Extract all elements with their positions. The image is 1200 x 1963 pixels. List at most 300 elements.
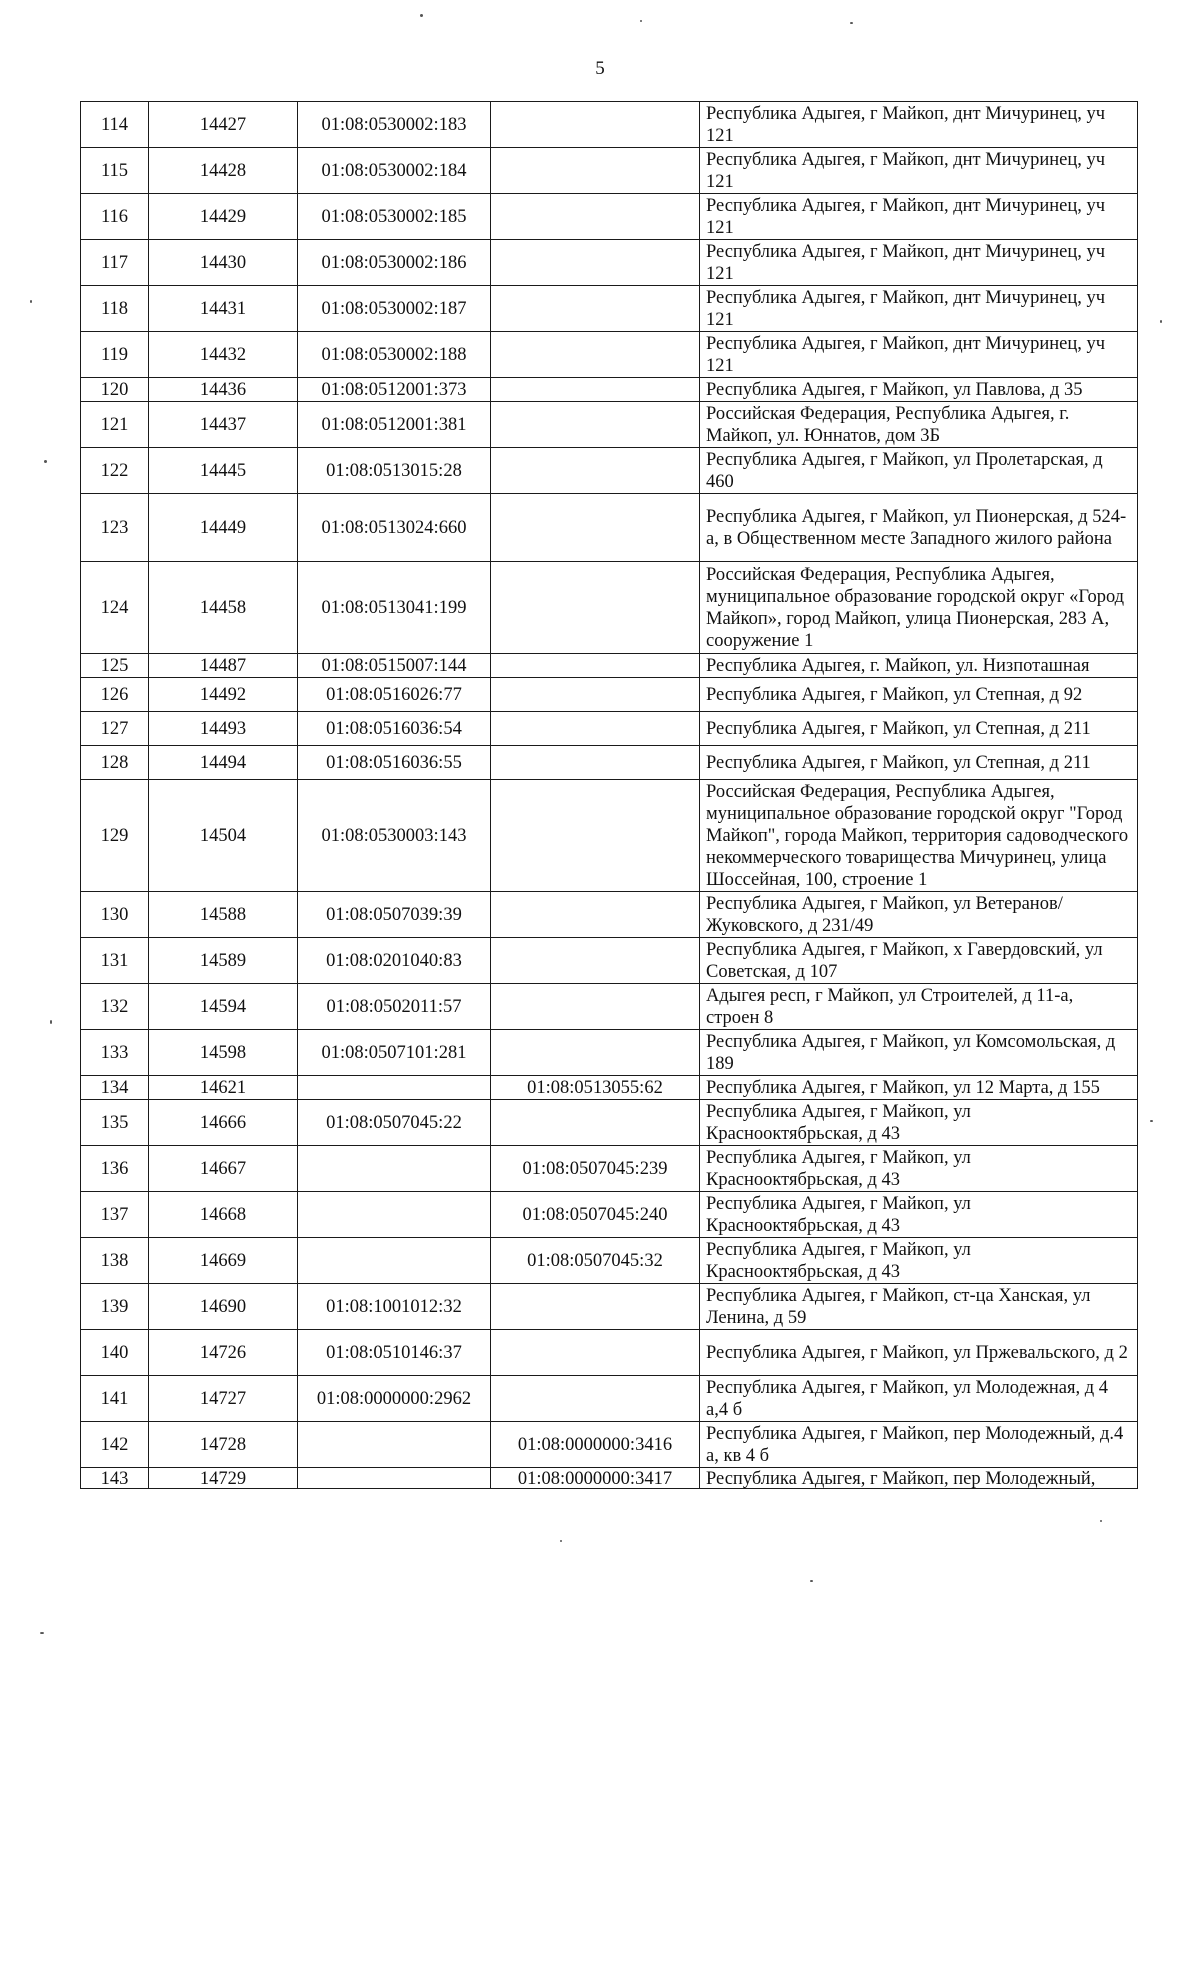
address-cell <box>700 892 1138 938</box>
registry-number-cell <box>149 562 298 654</box>
row-number: 132 <box>100 996 129 1017</box>
cadastral-number: 01:08:0515007:144 <box>321 655 467 676</box>
row-number-cell <box>81 1146 149 1192</box>
cadastral-number-cell <box>298 984 491 1030</box>
cadastral-number-cell <box>298 240 491 286</box>
cadastral-number: 01:08:0513015:28 <box>326 460 462 481</box>
cadastral-number-cell <box>298 1376 491 1422</box>
address-cell <box>700 1146 1138 1192</box>
registry-number: 14588 <box>199 904 247 925</box>
cadastral-number-cell <box>298 1468 491 1489</box>
cadastral-number-alt-cell <box>491 102 700 148</box>
registry-number-cell <box>149 1100 298 1146</box>
cadastral-number-cell <box>298 1284 491 1330</box>
cadastral-number-alt-cell <box>491 1100 700 1146</box>
cadastral-number-cell <box>298 1076 491 1100</box>
row-number-cell <box>81 1284 149 1330</box>
registry-number-cell <box>149 332 298 378</box>
registry-number: 14598 <box>199 1042 247 1063</box>
cadastral-number-alt-cell <box>491 654 700 678</box>
registry-number: 14669 <box>199 1250 247 1271</box>
cadastral-number-alt-cell <box>491 938 700 984</box>
table-row <box>81 148 1138 194</box>
address: Республика Адыгея, г Майкоп, ул Степная, д 92 <box>706 684 1083 705</box>
table-row <box>81 1284 1138 1330</box>
row-number: 123 <box>100 517 129 538</box>
cadastral-number-cell <box>298 938 491 984</box>
row-number-cell <box>81 780 149 892</box>
cadastral-number-alt-cell <box>491 494 700 562</box>
scan-speck <box>560 1540 562 1542</box>
address: Республика Адыгея, г Майкоп, днт Мичуринец, уч 121 <box>706 149 1106 192</box>
row-number-cell <box>81 148 149 194</box>
row-number-cell <box>81 984 149 1030</box>
address-cell <box>700 148 1138 194</box>
cadastral-number-alt-cell <box>491 1238 700 1284</box>
address: Российская Федерация, Республика Адыгея, муниципальное образование городской округ "Город Майкоп", города Майкоп, территория садоводческого некоммерческого товарищества Мичуринец, улица Шоссейная, 100, строение 1 <box>706 781 1129 890</box>
row-number-cell <box>81 1238 149 1284</box>
cadastral-number-alt: 01:08:0507045:32 <box>527 1250 663 1271</box>
address-cell <box>700 562 1138 654</box>
cadastral-number-alt: 01:08:0000000:3416 <box>517 1434 673 1455</box>
cadastral-number: 01:08:0513024:660 <box>321 517 467 538</box>
cadastral-number: 01:08:0510146:37 <box>326 1342 462 1363</box>
table-row <box>81 494 1138 562</box>
cadastral-number-cell <box>298 494 491 562</box>
address: Адыгея респ, г Майкоп, ул Строителей, д 11-а, строен 8 <box>706 985 1074 1028</box>
registry-number: 14429 <box>199 206 247 227</box>
address: Республика Адыгея, г Майкоп, ул Краснооктябрьская, д 43 <box>706 1147 971 1190</box>
address: Республика Адыгея, г Майкоп, ул Краснооктябрьская, д 43 <box>706 1193 971 1236</box>
row-number: 134 <box>100 1077 129 1098</box>
cadastral-number-alt: 01:08:0507045:240 <box>522 1204 668 1225</box>
address: Республика Адыгея, г Майкоп, пер Молодежный, д.4 а, кв 4 б <box>706 1423 1124 1466</box>
row-number-cell <box>81 448 149 494</box>
property-table <box>80 101 1138 1489</box>
row-number-cell <box>81 678 149 712</box>
table-row <box>81 1146 1138 1192</box>
cadastral-number: 01:08:0512001:381 <box>321 414 467 435</box>
row-number-cell <box>81 402 149 448</box>
row-number: 129 <box>100 825 129 846</box>
address: Республика Адыгея, г Майкоп, ул Пролетарская, д 460 <box>706 449 1103 492</box>
address-cell <box>700 984 1138 1030</box>
table-row <box>81 938 1138 984</box>
address-cell <box>700 1468 1138 1489</box>
registry-number-cell <box>149 1422 298 1468</box>
row-number-cell <box>81 286 149 332</box>
address: Республика Адыгея, г Майкоп, ул Пионерская, д 524-а, в Общественном месте Западного жилого района <box>706 506 1127 549</box>
cadastral-number-alt-cell <box>491 1076 700 1100</box>
address: Российская Федерация, Республика Адыгея, муниципальное образование городской округ «Город Майкоп», город Майкоп, улица Пионерская, 283 А, сооружение 1 <box>706 564 1125 651</box>
address-cell <box>700 1422 1138 1468</box>
row-number-cell <box>81 1330 149 1376</box>
cadastral-number-alt-cell <box>491 678 700 712</box>
registry-number-cell <box>149 194 298 240</box>
cadastral-number: 01:08:0000000:2962 <box>316 1388 472 1409</box>
cadastral-number-alt-cell <box>491 746 700 780</box>
cadastral-number: 01:08:0530002:183 <box>321 114 467 135</box>
row-number-cell <box>81 892 149 938</box>
address: Республика Адыгея, г Майкоп, днт Мичуринец, уч 121 <box>706 195 1106 238</box>
table-row <box>81 1422 1138 1468</box>
cadastral-number-alt-cell <box>491 378 700 402</box>
cadastral-number: 01:08:0530002:185 <box>321 206 467 227</box>
registry-number: 14589 <box>199 950 247 971</box>
cadastral-number: 01:08:0516026:77 <box>326 684 462 705</box>
address-cell <box>700 1376 1138 1422</box>
cadastral-number: 01:08:0516036:55 <box>326 752 462 773</box>
registry-number: 14504 <box>199 825 247 846</box>
scan-speck <box>420 14 423 17</box>
address: Республика Адыгея, г Майкоп, ул Молодежная, д 4 а,4 б <box>706 1377 1109 1420</box>
registry-number-cell <box>149 102 298 148</box>
cadastral-number: 01:08:0530002:187 <box>321 298 467 319</box>
row-number-cell <box>81 240 149 286</box>
scan-speck <box>1150 1120 1153 1122</box>
cadastral-number: 01:08:0507039:39 <box>326 904 462 925</box>
cadastral-number-alt-cell <box>491 1030 700 1076</box>
address-cell <box>700 1330 1138 1376</box>
table-row <box>81 654 1138 678</box>
registry-number-cell <box>149 1468 298 1489</box>
row-number: 136 <box>100 1158 129 1179</box>
address: Республика Адыгея, г Майкоп, ул Пржевальского, д 2 <box>706 1342 1128 1363</box>
row-number-cell <box>81 1030 149 1076</box>
registry-number-cell <box>149 402 298 448</box>
row-number: 140 <box>100 1342 129 1363</box>
cadastral-number-alt-cell <box>491 1284 700 1330</box>
cadastral-number-cell <box>298 286 491 332</box>
cadastral-number-cell <box>298 448 491 494</box>
table-row <box>81 448 1138 494</box>
scan-speck <box>30 300 32 303</box>
cadastral-number-cell <box>298 678 491 712</box>
address: Республика Адыгея, г Майкоп, ст-ца Ханская, ул Ленина, д 59 <box>706 1285 1091 1328</box>
registry-number: 14427 <box>199 114 247 135</box>
registry-number-cell <box>149 286 298 332</box>
registry-number-cell <box>149 746 298 780</box>
table-row <box>81 1468 1138 1489</box>
table-row <box>81 1192 1138 1238</box>
cadastral-number-alt-cell <box>491 1376 700 1422</box>
cadastral-number-cell <box>298 378 491 402</box>
address: Республика Адыгея, г Майкоп, ул 12 Марта, д 155 <box>706 1077 1100 1098</box>
cadastral-number: 01:08:0507101:281 <box>321 1042 467 1063</box>
registry-number-cell <box>149 938 298 984</box>
address-cell <box>700 102 1138 148</box>
address-cell <box>700 240 1138 286</box>
row-number-cell <box>81 102 149 148</box>
cadastral-number-alt: 01:08:0000000:3417 <box>517 1469 673 1488</box>
address: Республика Адыгея, г Майкоп, ул Павлова, д 35 <box>706 379 1083 400</box>
row-number-cell <box>81 746 149 780</box>
address: Республика Адыгея, г Майкоп, ул Комсомольская, д 189 <box>706 1031 1116 1074</box>
table-row <box>81 1030 1138 1076</box>
row-number-cell <box>81 1376 149 1422</box>
address: Республика Адыгея, г Майкоп, пер Молодежный, <box>706 1469 1096 1488</box>
registry-number: 14436 <box>199 379 247 400</box>
registry-number: 14437 <box>199 414 247 435</box>
table-row <box>81 1238 1138 1284</box>
address: Республика Адыгея, г. Майкоп, ул. Низпоташная <box>706 655 1090 676</box>
row-number: 120 <box>100 379 129 400</box>
registry-number: 14727 <box>199 1388 247 1409</box>
cadastral-number-alt-cell <box>491 984 700 1030</box>
cadastral-number: 01:08:0530003:143 <box>321 825 467 846</box>
row-number-cell <box>81 654 149 678</box>
cadastral-number-alt-cell <box>491 286 700 332</box>
cadastral-number-cell <box>298 780 491 892</box>
registry-number-cell <box>149 240 298 286</box>
table-row <box>81 402 1138 448</box>
row-number: 115 <box>100 160 129 181</box>
registry-number-cell <box>149 1146 298 1192</box>
row-number: 138 <box>100 1250 129 1271</box>
registry-number: 14690 <box>199 1296 247 1317</box>
registry-number: 14621 <box>199 1077 247 1098</box>
scan-speck <box>1160 320 1162 323</box>
scan-speck <box>640 20 642 22</box>
registry-number: 14668 <box>199 1204 247 1225</box>
cadastral-number-cell <box>298 1100 491 1146</box>
cadastral-number-cell <box>298 1146 491 1192</box>
registry-number-cell <box>149 448 298 494</box>
address-cell <box>700 1100 1138 1146</box>
row-number-cell <box>81 1076 149 1100</box>
table-row <box>81 562 1138 654</box>
scan-speck <box>1100 1520 1102 1522</box>
row-number-cell <box>81 1100 149 1146</box>
cadastral-number-cell <box>298 1330 491 1376</box>
registry-number-cell <box>149 1076 298 1100</box>
registry-number: 14431 <box>199 298 247 319</box>
cadastral-number-cell <box>298 746 491 780</box>
registry-number: 14666 <box>199 1112 247 1133</box>
registry-number-cell <box>149 1284 298 1330</box>
row-number-cell <box>81 332 149 378</box>
registry-number: 14432 <box>199 344 247 365</box>
row-number: 137 <box>100 1204 129 1225</box>
registry-number-cell <box>149 1238 298 1284</box>
registry-number: 14493 <box>199 718 247 739</box>
row-number: 142 <box>100 1434 129 1455</box>
row-number: 121 <box>100 414 129 435</box>
registry-number-cell <box>149 378 298 402</box>
cadastral-number-alt-cell <box>491 712 700 746</box>
table-row <box>81 892 1138 938</box>
cadastral-number: 01:08:0513041:199 <box>321 597 467 618</box>
address-cell <box>700 712 1138 746</box>
table-row <box>81 286 1138 332</box>
registry-number: 14458 <box>199 597 247 618</box>
row-number-cell <box>81 1468 149 1489</box>
address: Республика Адыгея, г Майкоп, ул Краснооктябрьская, д 43 <box>706 1101 971 1144</box>
row-number-cell <box>81 712 149 746</box>
page-number: 5 <box>595 58 605 79</box>
address-cell <box>700 678 1138 712</box>
cadastral-number-cell <box>298 562 491 654</box>
registry-number: 14487 <box>199 655 247 676</box>
cadastral-number-alt-cell <box>491 1468 700 1489</box>
cadastral-number-cell <box>298 1422 491 1468</box>
cadastral-number: 01:08:0516036:54 <box>326 718 462 739</box>
cadastral-number-alt-cell <box>491 780 700 892</box>
registry-number: 14594 <box>199 996 247 1017</box>
row-number-cell <box>81 378 149 402</box>
row-number: 127 <box>100 718 129 739</box>
table-row <box>81 746 1138 780</box>
cadastral-number-cell <box>298 402 491 448</box>
table-row <box>81 780 1138 892</box>
cadastral-number <box>304 1468 484 1488</box>
address-cell <box>700 654 1138 678</box>
table-row <box>81 194 1138 240</box>
address-cell <box>700 1076 1138 1100</box>
registry-number-cell <box>149 148 298 194</box>
row-number: 124 <box>100 597 129 618</box>
cadastral-number-alt-cell <box>491 332 700 378</box>
row-number: 125 <box>100 655 129 676</box>
row-number: 131 <box>100 950 129 971</box>
cadastral-number-cell <box>298 1030 491 1076</box>
address: Республика Адыгея, г Майкоп, ул Степная, д 211 <box>706 718 1091 739</box>
cadastral-number-cell <box>298 654 491 678</box>
cadastral-number-alt-cell <box>491 1192 700 1238</box>
address: Республика Адыгея, г Майкоп, ул Краснооктябрьская, д 43 <box>706 1239 971 1282</box>
row-number: 135 <box>100 1112 129 1133</box>
registry-number-cell <box>149 712 298 746</box>
row-number-cell <box>81 562 149 654</box>
cadastral-number-alt: 01:08:0513055:62 <box>527 1077 663 1098</box>
registry-number-cell <box>149 892 298 938</box>
cadastral-number: 01:08:0201040:83 <box>326 950 462 971</box>
address: Республика Адыгея, г Майкоп, днт Мичуринец, уч 121 <box>706 333 1106 376</box>
registry-number-cell <box>149 494 298 562</box>
cadastral-number: 01:08:0502011:57 <box>326 996 462 1017</box>
address-cell <box>700 938 1138 984</box>
registry-number: 14726 <box>199 1342 247 1363</box>
registry-number-cell <box>149 678 298 712</box>
row-number: 114 <box>100 114 129 135</box>
cadastral-number-cell <box>298 712 491 746</box>
registry-number-cell <box>149 1030 298 1076</box>
registry-number-cell <box>149 1192 298 1238</box>
cadastral-number-alt-cell <box>491 194 700 240</box>
row-number: 133 <box>100 1042 129 1063</box>
row-number-cell <box>81 1192 149 1238</box>
cadastral-number-alt-cell <box>491 240 700 286</box>
address-cell <box>700 1284 1138 1330</box>
row-number: 116 <box>100 206 129 227</box>
registry-number: 14428 <box>199 160 247 181</box>
table-row <box>81 1100 1138 1146</box>
cadastral-number: 01:08:1001012:32 <box>326 1296 462 1317</box>
registry-number-cell <box>149 654 298 678</box>
address-cell <box>700 494 1138 562</box>
address: Республика Адыгея, г Майкоп, ул Степная, д 211 <box>706 752 1091 773</box>
row-number: 118 <box>100 298 129 319</box>
registry-number: 14729 <box>199 1469 247 1488</box>
table-body <box>81 102 1138 1489</box>
row-number-cell <box>81 494 149 562</box>
registry-number: 14494 <box>199 752 247 773</box>
table-row <box>81 984 1138 1030</box>
row-number: 117 <box>100 252 129 273</box>
row-number: 126 <box>100 684 129 705</box>
address-cell <box>700 746 1138 780</box>
table-row <box>81 240 1138 286</box>
address: Республика Адыгея, г Майкоп, днт Мичуринец, уч 121 <box>706 241 1106 284</box>
scan-speck <box>810 1580 813 1582</box>
cadastral-number: 01:08:0530002:184 <box>321 160 467 181</box>
address-cell <box>700 286 1138 332</box>
cadastral-number: 01:08:0507045:22 <box>326 1112 462 1133</box>
registry-number: 14445 <box>199 460 247 481</box>
table-row <box>81 1076 1138 1100</box>
cadastral-number: 01:08:0530002:188 <box>321 344 467 365</box>
cadastral-number-alt-cell <box>491 148 700 194</box>
address-cell <box>700 1192 1138 1238</box>
scan-speck <box>40 1632 44 1634</box>
registry-number-cell <box>149 780 298 892</box>
address-cell <box>700 1030 1138 1076</box>
registry-number-cell <box>149 984 298 1030</box>
table-row <box>81 102 1138 148</box>
registry-number-cell <box>149 1330 298 1376</box>
table-row <box>81 678 1138 712</box>
cadastral-number: 01:08:0512001:373 <box>321 379 467 400</box>
row-number: 128 <box>100 752 129 773</box>
row-number: 141 <box>100 1388 129 1409</box>
cadastral-number-alt-cell <box>491 892 700 938</box>
registry-number: 14667 <box>199 1158 247 1179</box>
cadastral-number-alt-cell <box>491 1146 700 1192</box>
address: Республика Адыгея, г Майкоп, х Гавердовский, ул Советская, д 107 <box>706 939 1103 982</box>
cadastral-number-cell <box>298 148 491 194</box>
registry-number: 14430 <box>199 252 247 273</box>
address-cell <box>700 1238 1138 1284</box>
address-cell <box>700 194 1138 240</box>
cadastral-number-cell <box>298 1192 491 1238</box>
registry-number-cell <box>149 1376 298 1422</box>
address: Республика Адыгея, г Майкоп, днт Мичуринец, уч 121 <box>706 103 1106 146</box>
table-row <box>81 332 1138 378</box>
address-cell <box>700 332 1138 378</box>
cadastral-number-alt-cell <box>491 1422 700 1468</box>
registry-number: 14449 <box>199 517 247 538</box>
address-cell <box>700 378 1138 402</box>
address-cell <box>700 402 1138 448</box>
row-number-cell <box>81 194 149 240</box>
cadastral-number-alt-cell <box>491 402 700 448</box>
cadastral-number-alt-cell <box>491 562 700 654</box>
row-number-cell <box>81 938 149 984</box>
registry-number: 14728 <box>199 1434 247 1455</box>
registry-number: 14492 <box>199 684 247 705</box>
address: Российская Федерация, Республика Адыгея, г. Майкоп, ул. Юннатов, дом 3Б <box>706 403 1070 446</box>
row-number: 119 <box>100 344 129 365</box>
table-row <box>81 712 1138 746</box>
cadastral-number: 01:08:0530002:186 <box>321 252 467 273</box>
row-number: 143 <box>100 1469 129 1488</box>
cadastral-number-cell <box>298 194 491 240</box>
row-number-cell <box>81 1422 149 1468</box>
table-row <box>81 1330 1138 1376</box>
cadastral-number-alt-cell <box>491 1330 700 1376</box>
cadastral-number-cell <box>298 1238 491 1284</box>
row-number: 139 <box>100 1296 129 1317</box>
